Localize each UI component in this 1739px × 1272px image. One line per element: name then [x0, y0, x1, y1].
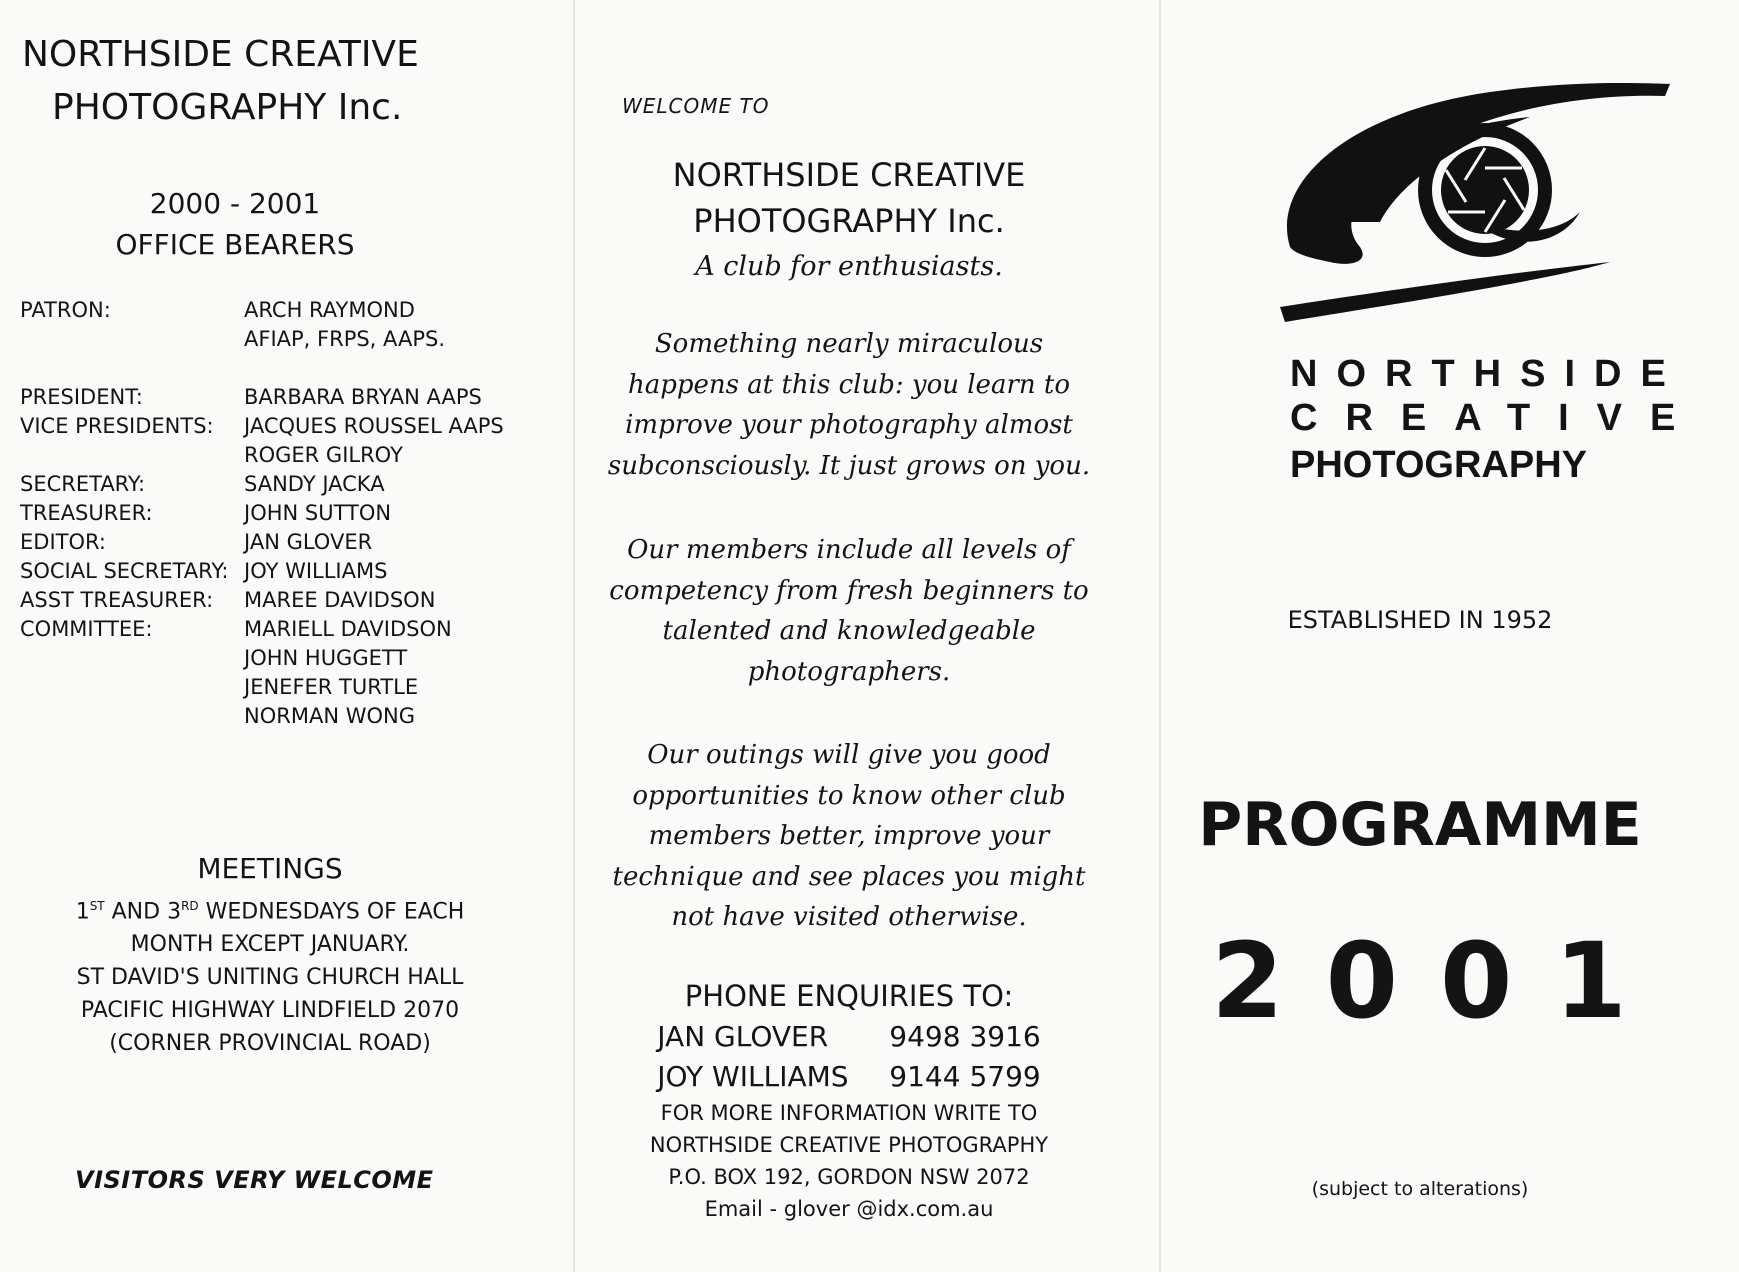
- paragraph-line: Our members include all levels of: [627, 535, 1071, 565]
- paragraph-line: opportunities to know other club: [632, 780, 1066, 811]
- bearer-role: PATRON:: [20, 298, 111, 322]
- right-panel: [1160, 0, 1739, 1272]
- brand-line: CREATIVE: [1290, 397, 1704, 439]
- bearer-role: PRESIDENT:: [20, 385, 143, 409]
- bearer-row: [20, 702, 504, 731]
- bearer-row: [20, 673, 504, 702]
- paragraph-line: not have visited otherwise.: [671, 902, 1027, 932]
- info-line: FOR MORE INFORMATION WRITE TO: [660, 1101, 1038, 1125]
- office-bearers-heading: [0, 183, 470, 265]
- org-title-line: PHOTOGRAPHY Inc.: [52, 87, 403, 128]
- org-title-line: NORTHSIDE CREATIVE: [22, 34, 419, 75]
- bearer-row: [20, 586, 504, 615]
- email-line: Email - glover @idx.com.au: [704, 1197, 994, 1221]
- meetings-line: (CORNER PROVINCIAL ROAD): [109, 1031, 431, 1057]
- bearer-name: NORMAN WONG: [244, 704, 415, 728]
- meetings-sup: ST: [89, 899, 105, 913]
- eye-aperture-logo: [1260, 72, 1739, 362]
- programme-title: PROGRAMME: [1198, 790, 1642, 860]
- welcome-label: WELCOME TO: [622, 94, 770, 118]
- phone-heading: PHONE ENQUIRIES TO:: [684, 979, 1014, 1013]
- meetings-text: 1: [75, 899, 90, 925]
- outings-paragraph: [574, 735, 1124, 938]
- bearer-name: JOHN HUGGETT: [244, 646, 408, 670]
- bearer-role: [20, 644, 244, 673]
- bearer-name: MAREE DAVIDSON: [244, 588, 436, 612]
- brand-line: PHOTOGRAPHY: [1290, 444, 1588, 486]
- middle-panel: [574, 0, 1160, 1272]
- meetings-line: ST DAVID'S UNITING CHURCH HALL: [76, 965, 464, 991]
- bearer-role: [20, 441, 244, 470]
- paragraph-line: members better, improve your: [648, 821, 1050, 851]
- intro-paragraph: [574, 324, 1124, 486]
- contact-block: [574, 976, 1124, 1225]
- meetings-section: [20, 850, 520, 1060]
- paragraph-line: photographers.: [747, 656, 951, 687]
- bearer-row: [20, 644, 504, 673]
- contact-row: [574, 1017, 1124, 1057]
- bearer-role: [20, 354, 244, 383]
- paragraph-line: talented and knowledgeable: [662, 616, 1036, 646]
- bearer-name: JACQUES ROUSSEL AAPS: [244, 414, 504, 438]
- bearer-role: SOCIAL SECRETARY:: [20, 559, 229, 583]
- bearer-row: [20, 557, 504, 586]
- contact-name: JAN GLOVER: [657, 1020, 829, 1053]
- bearer-name: BARBARA BRYAN AAPS: [244, 385, 482, 409]
- bearer-name: ROGER GILROY: [244, 443, 403, 467]
- bearer-row: [20, 441, 504, 470]
- brand-line: NORTHSIDE: [1290, 353, 1685, 395]
- bearer-name: JENEFER TURTLE: [244, 675, 419, 699]
- paragraph-line: competency from fresh beginners to: [609, 575, 1089, 606]
- bearer-name: AFIAP, FRPS, AAPS.: [244, 327, 446, 351]
- bearer-row: [20, 412, 504, 441]
- bearer-row: [20, 470, 504, 499]
- established-label: ESTABLISHED IN 1952: [1287, 606, 1553, 634]
- bearer-role: [20, 673, 244, 702]
- org-title-line: PHOTOGRAPHY Inc.: [693, 202, 1005, 240]
- bearer-name: SANDY JACKA: [244, 472, 385, 496]
- paragraph-line: happens at this club: you learn to: [628, 369, 1070, 400]
- office-bearers-label: OFFICE BEARERS: [115, 228, 355, 261]
- paragraph-line: Our outings will give you good: [647, 740, 1051, 770]
- paragraph-line: technique and see places you might: [612, 861, 1086, 892]
- visitors-welcome: VISITORS VERY WELCOME: [75, 1166, 434, 1194]
- bearer-row: [20, 354, 504, 383]
- info-line: NORTHSIDE CREATIVE PHOTOGRAPHY: [649, 1133, 1049, 1157]
- info-line: P.O. BOX 192, GORDON NSW 2072: [668, 1165, 1030, 1189]
- bearer-name: MARIELL DAVIDSON: [244, 617, 452, 641]
- bearer-role: COMMITTEE:: [20, 617, 153, 641]
- bearer-role: [20, 325, 244, 354]
- bearer-name: JAN GLOVER: [244, 530, 373, 554]
- bearer-role: [20, 702, 244, 731]
- bearer-row: [20, 325, 504, 354]
- contact-phone: 9144 5799: [889, 1060, 1041, 1093]
- bearer-role: VICE PRESIDENTS:: [20, 414, 214, 438]
- tagline: A club for enthusiasts.: [695, 251, 1003, 282]
- bearer-row: [20, 528, 504, 557]
- bearer-row: [20, 296, 504, 325]
- bearer-role: SECRETARY:: [20, 472, 146, 496]
- meetings-heading: MEETINGS: [197, 852, 343, 885]
- brand-wordmark: [1290, 352, 1703, 490]
- bearer-row: [20, 499, 504, 528]
- meetings-sup: RD: [181, 899, 199, 913]
- paragraph-line: subconsciously. It just grows on you.: [607, 450, 1091, 481]
- office-bearers-list: [20, 296, 504, 731]
- org-title: [574, 152, 1124, 290]
- bearer-role: EDITOR:: [20, 530, 107, 554]
- bearer-row: [20, 615, 504, 644]
- contact-row: [574, 1057, 1124, 1097]
- meetings-text: AND 3: [104, 899, 182, 925]
- bearer-role: ASST TREASURER:: [20, 588, 214, 612]
- years-label: 2000 - 2001: [149, 187, 321, 220]
- bearer-row: [20, 383, 504, 412]
- org-title: [22, 28, 419, 134]
- paragraph-line: Something nearly miraculous: [654, 329, 1044, 359]
- bearer-name: JOHN SUTTON: [244, 501, 392, 525]
- meetings-line: [20, 890, 520, 928]
- subject-note: (subject to alterations): [1311, 1178, 1529, 1200]
- meetings-text: WEDNESDAYS OF EACH: [198, 899, 465, 925]
- bearer-role: TREASURER:: [20, 501, 153, 525]
- contact-phone: 9498 3916: [889, 1020, 1041, 1053]
- meetings-line: PACIFIC HIGHWAY LINDFIELD 2070: [80, 998, 460, 1024]
- members-paragraph: [574, 530, 1124, 692]
- meetings-line: MONTH EXCEPT JANUARY.: [130, 932, 410, 958]
- bearer-name: ARCH RAYMOND: [244, 298, 415, 322]
- org-title-line: NORTHSIDE CREATIVE: [672, 156, 1026, 194]
- programme-year: 2001: [1211, 920, 1669, 1042]
- left-panel: [0, 0, 574, 1272]
- contact-name: JOY WILLIAMS: [657, 1060, 849, 1093]
- bearer-name: JOY WILLIAMS: [244, 559, 388, 583]
- paragraph-line: improve your photography almost: [625, 410, 1073, 440]
